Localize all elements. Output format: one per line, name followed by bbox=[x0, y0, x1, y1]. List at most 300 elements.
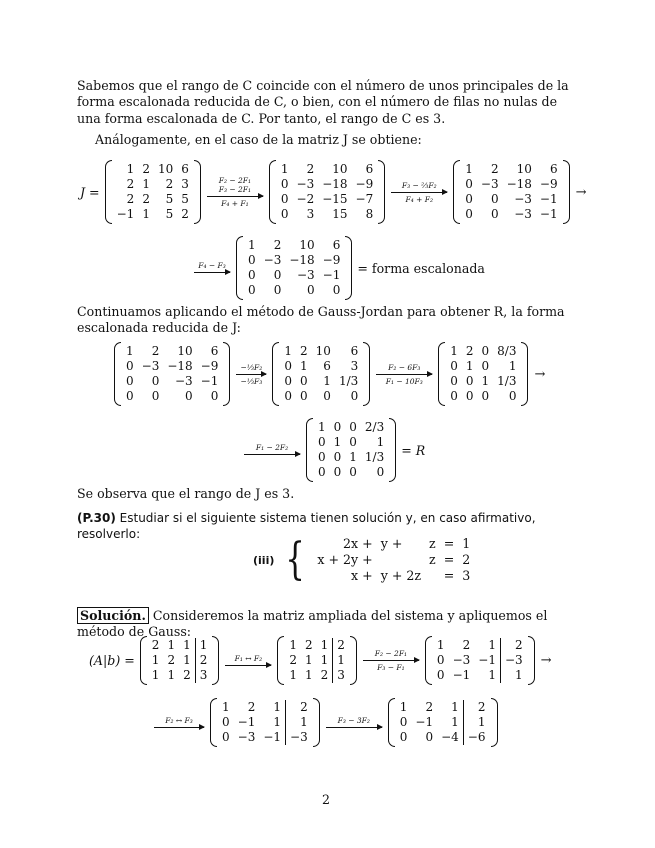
matrix-cell: 1 bbox=[195, 638, 211, 653]
matrix-cell: 0 bbox=[284, 374, 293, 388]
row-op-3 bbox=[194, 261, 230, 275]
matrix-cell: −1 bbox=[322, 268, 341, 282]
row-op-label: F₂ − 2F₁ bbox=[218, 176, 251, 185]
matrix-cell: 1 bbox=[451, 715, 459, 729]
matrix-cell: −3 bbox=[480, 177, 499, 191]
right-bracket bbox=[563, 160, 570, 224]
matrix-cell: 3 bbox=[350, 359, 359, 373]
matrix-cell: 0 bbox=[333, 450, 342, 464]
matrix-cell: 0 bbox=[399, 730, 408, 744]
matrix-row bbox=[244, 253, 344, 268]
matrix-cell: 1 bbox=[463, 715, 489, 730]
matrix-row bbox=[285, 653, 349, 668]
matrix-cell: 1 bbox=[222, 700, 230, 714]
matrix-cell: 1 bbox=[167, 638, 176, 652]
matrix-g1 bbox=[272, 342, 370, 406]
matrix-cell: 1/3 bbox=[497, 374, 517, 388]
matrix-row bbox=[122, 389, 222, 404]
system-row bbox=[313, 552, 474, 568]
matrix-cell: 1 bbox=[376, 435, 385, 449]
matrix-row bbox=[277, 192, 377, 207]
matrix-cell: 1 bbox=[349, 450, 357, 464]
matrix-cell: 3 bbox=[195, 668, 211, 683]
left-bracket bbox=[114, 342, 121, 406]
arrow-icon bbox=[236, 374, 266, 375]
matrix-cell: 1 bbox=[167, 668, 176, 682]
arrow-icon bbox=[225, 665, 271, 666]
system-table bbox=[313, 536, 474, 584]
arrow-icon bbox=[244, 454, 300, 455]
matrix-cell: −9 bbox=[200, 359, 219, 373]
problem-tag: (P.30) bbox=[77, 511, 116, 525]
right-bracket bbox=[491, 698, 498, 747]
matrix-row bbox=[113, 177, 193, 192]
matrix-cell: 0 bbox=[333, 465, 342, 479]
row-op-label: F₄ + F₁ bbox=[221, 199, 249, 208]
matrix-row bbox=[277, 207, 377, 222]
system-term bbox=[425, 568, 440, 584]
matrix-row bbox=[218, 700, 312, 715]
matrix-cell: 1 bbox=[286, 715, 312, 730]
matrix-cell: −9 bbox=[355, 177, 374, 191]
matrix-cell: 1 bbox=[481, 374, 490, 388]
matrix-cell: 1 bbox=[183, 638, 191, 652]
equation-row-r bbox=[240, 418, 428, 482]
row-op-9 bbox=[154, 716, 204, 730]
matrix-cell: −1 bbox=[452, 668, 471, 682]
matrix-cell: 2 bbox=[500, 638, 526, 653]
right-bracket bbox=[212, 636, 219, 685]
matrix-cell: 0 bbox=[126, 359, 134, 373]
matrix-row bbox=[244, 283, 344, 298]
matrix-row bbox=[280, 374, 362, 389]
system-term: = bbox=[443, 536, 455, 551]
arrow-icon bbox=[194, 272, 230, 273]
matrix-cell: −9 bbox=[539, 177, 558, 191]
matrix-cell: 0 bbox=[450, 374, 458, 388]
matrix-row bbox=[446, 344, 520, 359]
matrix-row bbox=[285, 668, 349, 683]
matrix-j bbox=[105, 160, 201, 224]
left-bracket bbox=[453, 160, 460, 224]
row-op-label: F₂ ↔ F₃ bbox=[165, 715, 193, 725]
row-op-label: F₁ − 10F₃ bbox=[385, 376, 423, 386]
matrix-cell: 3 bbox=[333, 668, 349, 683]
matrix-cell: 2 bbox=[165, 177, 174, 191]
row-op-label: F₁ ↔ F₂ bbox=[234, 653, 263, 663]
matrix-cell: 2 bbox=[465, 344, 474, 358]
matrix-cell: 0 bbox=[222, 730, 230, 744]
matrix-cell: 0 bbox=[151, 374, 160, 388]
matrix-row bbox=[280, 389, 362, 404]
right-bracket bbox=[223, 342, 230, 406]
matrix-cell: 5 bbox=[165, 207, 174, 221]
row-op-label: −⅓F₃ bbox=[240, 376, 263, 386]
matrix-row bbox=[148, 638, 212, 653]
arrow-icon bbox=[154, 727, 204, 728]
matrix-cell: 2 bbox=[333, 638, 349, 653]
system-term: z bbox=[429, 552, 436, 567]
matrix-cell: −18 bbox=[322, 177, 348, 191]
equation-row-gauss-jordan bbox=[112, 342, 545, 406]
matrix-cell: 6 bbox=[323, 359, 331, 373]
paragraph-rango-c: Sabemos que el rango de C coincide con el número de unos principales de la forma escalonada reducida de C, o bien, con el número de filas no nulas de una forma escalonada de C. Por tanto, el rango de C es 3. bbox=[77, 78, 569, 126]
matrix-cell: 3 bbox=[181, 177, 189, 191]
matrix-row bbox=[148, 668, 212, 683]
left-bracket bbox=[105, 160, 112, 224]
matrix-cell: −3 bbox=[237, 730, 256, 744]
matrix-cell: 3 bbox=[306, 207, 315, 221]
label-ab: (A|b) = bbox=[89, 653, 135, 668]
matrix-row bbox=[433, 653, 527, 668]
matrix-cell: 1 bbox=[323, 374, 331, 388]
matrix-row bbox=[461, 162, 561, 177]
left-bracket bbox=[236, 236, 243, 300]
matrix-cell: 2 bbox=[462, 638, 471, 652]
matrix-cell: 0 bbox=[318, 465, 326, 479]
matrix-cell: 0 bbox=[465, 192, 473, 206]
matrix-cell: 1 bbox=[151, 653, 160, 667]
matrix-a3 bbox=[210, 698, 320, 747]
matrix-row bbox=[148, 653, 212, 668]
matrix-cell: 6 bbox=[210, 344, 219, 358]
matrix-cell: 1/3 bbox=[338, 374, 359, 388]
matrix-cell: 0 bbox=[465, 389, 474, 403]
matrix-cell: 2 bbox=[490, 162, 499, 176]
row-op-label: F₂ − 2F₁ bbox=[374, 649, 408, 658]
matrix-cell: 0 bbox=[465, 207, 473, 221]
right-bracket bbox=[363, 342, 370, 406]
matrix-cell: 0 bbox=[151, 389, 160, 403]
matrix-cell: 2 bbox=[425, 700, 434, 714]
matrix-cell: 0 bbox=[300, 374, 308, 388]
matrix-cell: −1 bbox=[263, 730, 282, 744]
matrix-cell: 6 bbox=[350, 344, 359, 358]
matrix-cell: −15 bbox=[322, 192, 348, 206]
right-bracket bbox=[378, 160, 385, 224]
right-bracket bbox=[313, 698, 320, 747]
matrix-body bbox=[314, 420, 388, 480]
right-bracket bbox=[389, 418, 396, 482]
system-label: (iii) bbox=[253, 553, 275, 567]
matrix-cell: 1 bbox=[142, 207, 150, 221]
matrix-cell: 15 bbox=[332, 207, 348, 221]
matrix-row bbox=[244, 268, 344, 283]
page-number: 2 bbox=[322, 792, 331, 807]
row-op-label: F₄ + F₂ bbox=[405, 194, 433, 204]
matrix-cell: 1 bbox=[436, 638, 445, 652]
arrow-icon bbox=[326, 727, 382, 728]
matrix-cell: −18 bbox=[167, 359, 193, 373]
matrix-cell: 2 bbox=[286, 700, 312, 715]
matrix-g2 bbox=[438, 342, 528, 406]
forma-escalonada-label: = forma escalonada bbox=[357, 260, 485, 276]
matrix-body bbox=[244, 238, 344, 298]
solution-text: Consideremos la matriz ampliada del sistema y apliquemos el método de Gauss: bbox=[77, 608, 548, 640]
matrix-cell: 0 bbox=[248, 268, 256, 282]
matrix-row bbox=[113, 192, 193, 207]
matrix-cell: 0 bbox=[436, 668, 445, 682]
matrix-cell: −3 bbox=[296, 268, 315, 282]
matrix-cell: −1 bbox=[478, 653, 496, 667]
right-bracket bbox=[521, 342, 528, 406]
matrix-cell: 1 bbox=[289, 638, 297, 652]
matrix-row bbox=[446, 374, 520, 389]
matrix-g0 bbox=[114, 342, 230, 406]
matrix-cell: 1 bbox=[500, 668, 526, 683]
matrix-cell: −9 bbox=[322, 253, 341, 267]
matrix-cell: 0 bbox=[318, 450, 326, 464]
row-op-label: F₃ − ⅔F₂ bbox=[401, 180, 437, 190]
matrix-cell: 1 bbox=[126, 162, 135, 176]
matrix-body bbox=[433, 638, 527, 683]
matrix-body bbox=[148, 638, 212, 683]
matrix-row bbox=[122, 344, 222, 359]
matrix-cell: 2 bbox=[320, 668, 329, 682]
left-bracket bbox=[210, 698, 217, 747]
arrow-icon bbox=[391, 192, 447, 193]
matrix-row bbox=[122, 359, 222, 374]
system-term: x + bbox=[351, 568, 373, 583]
equals-r-label: = R bbox=[401, 442, 426, 458]
matrix-cell: −3 bbox=[141, 359, 160, 373]
matrix-cell: 0 bbox=[333, 420, 342, 434]
matrix-body bbox=[122, 344, 222, 404]
row-op-2 bbox=[391, 181, 447, 204]
paragraph-rango-j: Se observa que el rango de J es 3. bbox=[77, 486, 295, 501]
matrix-row bbox=[433, 638, 527, 653]
matrix-cell: −1 bbox=[237, 715, 256, 729]
matrix-cell: 0 bbox=[481, 344, 490, 358]
matrix-cell: −1 bbox=[539, 207, 558, 221]
system-term: x + 2y + bbox=[317, 552, 373, 567]
matrix-row bbox=[461, 207, 561, 222]
matrix-cell: 0 bbox=[425, 730, 434, 744]
matrix-cell: 1 bbox=[488, 638, 496, 652]
left-bracket bbox=[272, 342, 279, 406]
matrix-j2 bbox=[453, 160, 569, 224]
matrix-row bbox=[396, 715, 490, 730]
row-op-label: F₄ − F₃ bbox=[198, 261, 226, 270]
equation-system bbox=[250, 536, 474, 584]
row-op-10 bbox=[326, 716, 382, 730]
row-op-1 bbox=[207, 176, 263, 208]
matrix-cell: −3 bbox=[514, 207, 532, 221]
matrix-cell: −2 bbox=[296, 192, 315, 206]
matrix-cell: 1 bbox=[508, 359, 517, 373]
matrix-row bbox=[446, 389, 520, 404]
matrix-r bbox=[306, 418, 396, 482]
label-j: J = bbox=[80, 184, 100, 200]
matrix-cell: 2 bbox=[167, 653, 176, 667]
equation-row-j bbox=[77, 160, 587, 224]
matrix-cell: 1 bbox=[450, 344, 458, 358]
matrix-row bbox=[461, 177, 561, 192]
matrix-cell: 1 bbox=[451, 700, 459, 714]
left-brace-icon: { bbox=[285, 534, 306, 585]
matrix-cell: 0 bbox=[280, 177, 289, 191]
row-op-7 bbox=[225, 654, 271, 668]
row-op-label: F₃ − F₁ bbox=[377, 663, 405, 672]
matrix-cell: 5 bbox=[181, 192, 189, 206]
matrix-cell: 0 bbox=[436, 653, 445, 667]
system-row bbox=[313, 536, 474, 552]
matrix-cell: 0 bbox=[490, 207, 499, 221]
matrix-cell: 10 bbox=[332, 162, 348, 176]
matrix-cell: 1 bbox=[333, 435, 342, 449]
matrix-cell: 6 bbox=[332, 238, 341, 252]
matrix-a1 bbox=[277, 636, 357, 685]
arrow-icon bbox=[363, 660, 419, 661]
matrix-cell: 6 bbox=[365, 162, 374, 176]
matrix-cell: 0 bbox=[126, 374, 134, 388]
matrix-body bbox=[285, 638, 349, 683]
row-op-5 bbox=[376, 363, 432, 386]
matrix-cell: −3 bbox=[514, 192, 532, 206]
matrix-cell: 1 bbox=[126, 344, 134, 358]
matrix-cell: 0 bbox=[465, 374, 474, 388]
matrix-row bbox=[396, 700, 490, 715]
row-op-6 bbox=[244, 443, 300, 457]
matrix-row bbox=[113, 207, 193, 222]
matrix-cell: 1 bbox=[284, 344, 293, 358]
matrix-cell: 0 bbox=[300, 389, 308, 403]
matrix-cell: 0 bbox=[318, 435, 326, 449]
matrix-row bbox=[314, 420, 388, 435]
system-term: 3 bbox=[462, 568, 471, 583]
matrix-body bbox=[461, 162, 561, 222]
arrow-icon bbox=[376, 374, 432, 375]
matrix-cell: 0 bbox=[481, 359, 490, 373]
matrix-cell: −3 bbox=[296, 177, 315, 191]
right-bracket bbox=[194, 160, 201, 224]
matrix-cell: 1 bbox=[399, 700, 408, 714]
matrix-body bbox=[446, 344, 520, 404]
matrix-cell: 2 bbox=[183, 668, 191, 682]
row-op-label: F₃ − 2F₁ bbox=[218, 185, 251, 194]
matrix-cell: 2 bbox=[289, 653, 297, 667]
matrix-cell: −1 bbox=[539, 192, 558, 206]
continue-arrow-icon: → bbox=[575, 184, 587, 200]
matrix-cell: 1 bbox=[320, 638, 329, 652]
matrix-cell: 1 bbox=[465, 359, 474, 373]
matrix-cell: −3 bbox=[174, 374, 193, 388]
system-term: 1 bbox=[462, 536, 471, 551]
matrix-cell: −1 bbox=[200, 374, 219, 388]
matrix-cell: 1 bbox=[142, 177, 150, 191]
matrix-cell: 0 bbox=[273, 268, 282, 282]
matrix-cell: 6 bbox=[181, 162, 189, 176]
matrix-cell: −7 bbox=[355, 192, 374, 206]
matrix-cell: 0 bbox=[332, 283, 341, 297]
matrix-cell: 2 bbox=[247, 700, 256, 714]
matrix-row bbox=[314, 450, 388, 465]
matrix-cell: 0 bbox=[284, 359, 293, 373]
system-term: = bbox=[443, 568, 455, 583]
matrix-cell: 0 bbox=[349, 420, 357, 434]
problem-text: Estudiar si el siguiente sistema tienen solución y, en caso afirmativo, resolverlo: bbox=[77, 511, 536, 542]
matrix-cell: 1 bbox=[273, 715, 282, 729]
matrix-row bbox=[244, 238, 344, 253]
matrix-cell: 2 bbox=[151, 638, 160, 652]
matrix-row bbox=[277, 177, 377, 192]
right-bracket bbox=[350, 636, 357, 685]
matrix-cell: 2 bbox=[195, 653, 211, 668]
matrix-cell: 1 bbox=[465, 162, 473, 176]
matrix-cell: 2 bbox=[126, 177, 135, 191]
equation-row-ab bbox=[86, 636, 552, 685]
matrix-row bbox=[218, 730, 312, 745]
right-bracket bbox=[345, 236, 352, 300]
matrix-cell: −3 bbox=[263, 253, 282, 267]
matrix-body bbox=[218, 700, 312, 745]
matrix-cell: 0 bbox=[349, 435, 357, 449]
row-op-label: −⅓F₂ bbox=[240, 362, 263, 372]
matrix-cell: 0 bbox=[280, 192, 289, 206]
matrix-cell: 0 bbox=[465, 177, 473, 191]
equation-row-ab-2 bbox=[150, 698, 500, 747]
matrix-cell: 2 bbox=[273, 238, 282, 252]
matrix-cell: 0 bbox=[185, 389, 193, 403]
row-op-8 bbox=[363, 649, 419, 672]
matrix-cell: 0 bbox=[450, 389, 458, 403]
matrix-row bbox=[113, 162, 193, 177]
row-op-4 bbox=[236, 363, 266, 386]
continue-arrow-icon-2: → bbox=[534, 366, 546, 382]
matrix-cell: 0 bbox=[376, 465, 385, 479]
matrix-row bbox=[122, 374, 222, 389]
solution-label: Solución. bbox=[77, 607, 149, 624]
matrix-cell: 0 bbox=[307, 283, 315, 297]
matrix-cell: 10 bbox=[315, 344, 331, 358]
system-term bbox=[377, 552, 425, 568]
left-bracket bbox=[269, 160, 276, 224]
matrix-cell: 2 bbox=[126, 192, 135, 206]
matrix-cell: 2 bbox=[300, 344, 308, 358]
matrix-cell: 2 bbox=[181, 207, 189, 221]
system-term: z bbox=[429, 536, 436, 551]
matrix-cell: 1 bbox=[488, 668, 496, 682]
matrix-cell: 0 bbox=[248, 283, 256, 297]
left-bracket bbox=[425, 636, 432, 685]
matrix-cell: −1 bbox=[116, 207, 135, 221]
system-term: 2 bbox=[462, 552, 471, 567]
matrix-body bbox=[280, 344, 362, 404]
matrix-cell: 0 bbox=[490, 192, 499, 206]
matrix-cell: 2 bbox=[151, 344, 160, 358]
matrix-row bbox=[461, 192, 561, 207]
system-row bbox=[313, 568, 474, 584]
matrix-cell: 10 bbox=[299, 238, 315, 252]
row-op-label: F₃ − 3F₂ bbox=[337, 715, 370, 725]
matrix-cell: 0 bbox=[350, 389, 359, 403]
matrix-j3 bbox=[236, 236, 352, 300]
matrix-cell: 8/3 bbox=[497, 344, 517, 358]
system-term: = bbox=[443, 552, 455, 567]
matrix-cell: 6 bbox=[549, 162, 558, 176]
matrix-cell: 1 bbox=[280, 162, 289, 176]
matrix-cell: 0 bbox=[248, 253, 256, 267]
matrix-cell: 0 bbox=[222, 715, 230, 729]
matrix-row bbox=[280, 344, 362, 359]
matrix-cell: 5 bbox=[165, 192, 174, 206]
matrix-cell: 1 bbox=[273, 700, 282, 714]
left-bracket bbox=[277, 636, 284, 685]
matrix-cell: 1 bbox=[289, 668, 297, 682]
equation-row-j-escalonada bbox=[190, 236, 488, 300]
matrix-a0 bbox=[140, 636, 220, 685]
matrix-cell: 1 bbox=[248, 238, 256, 252]
